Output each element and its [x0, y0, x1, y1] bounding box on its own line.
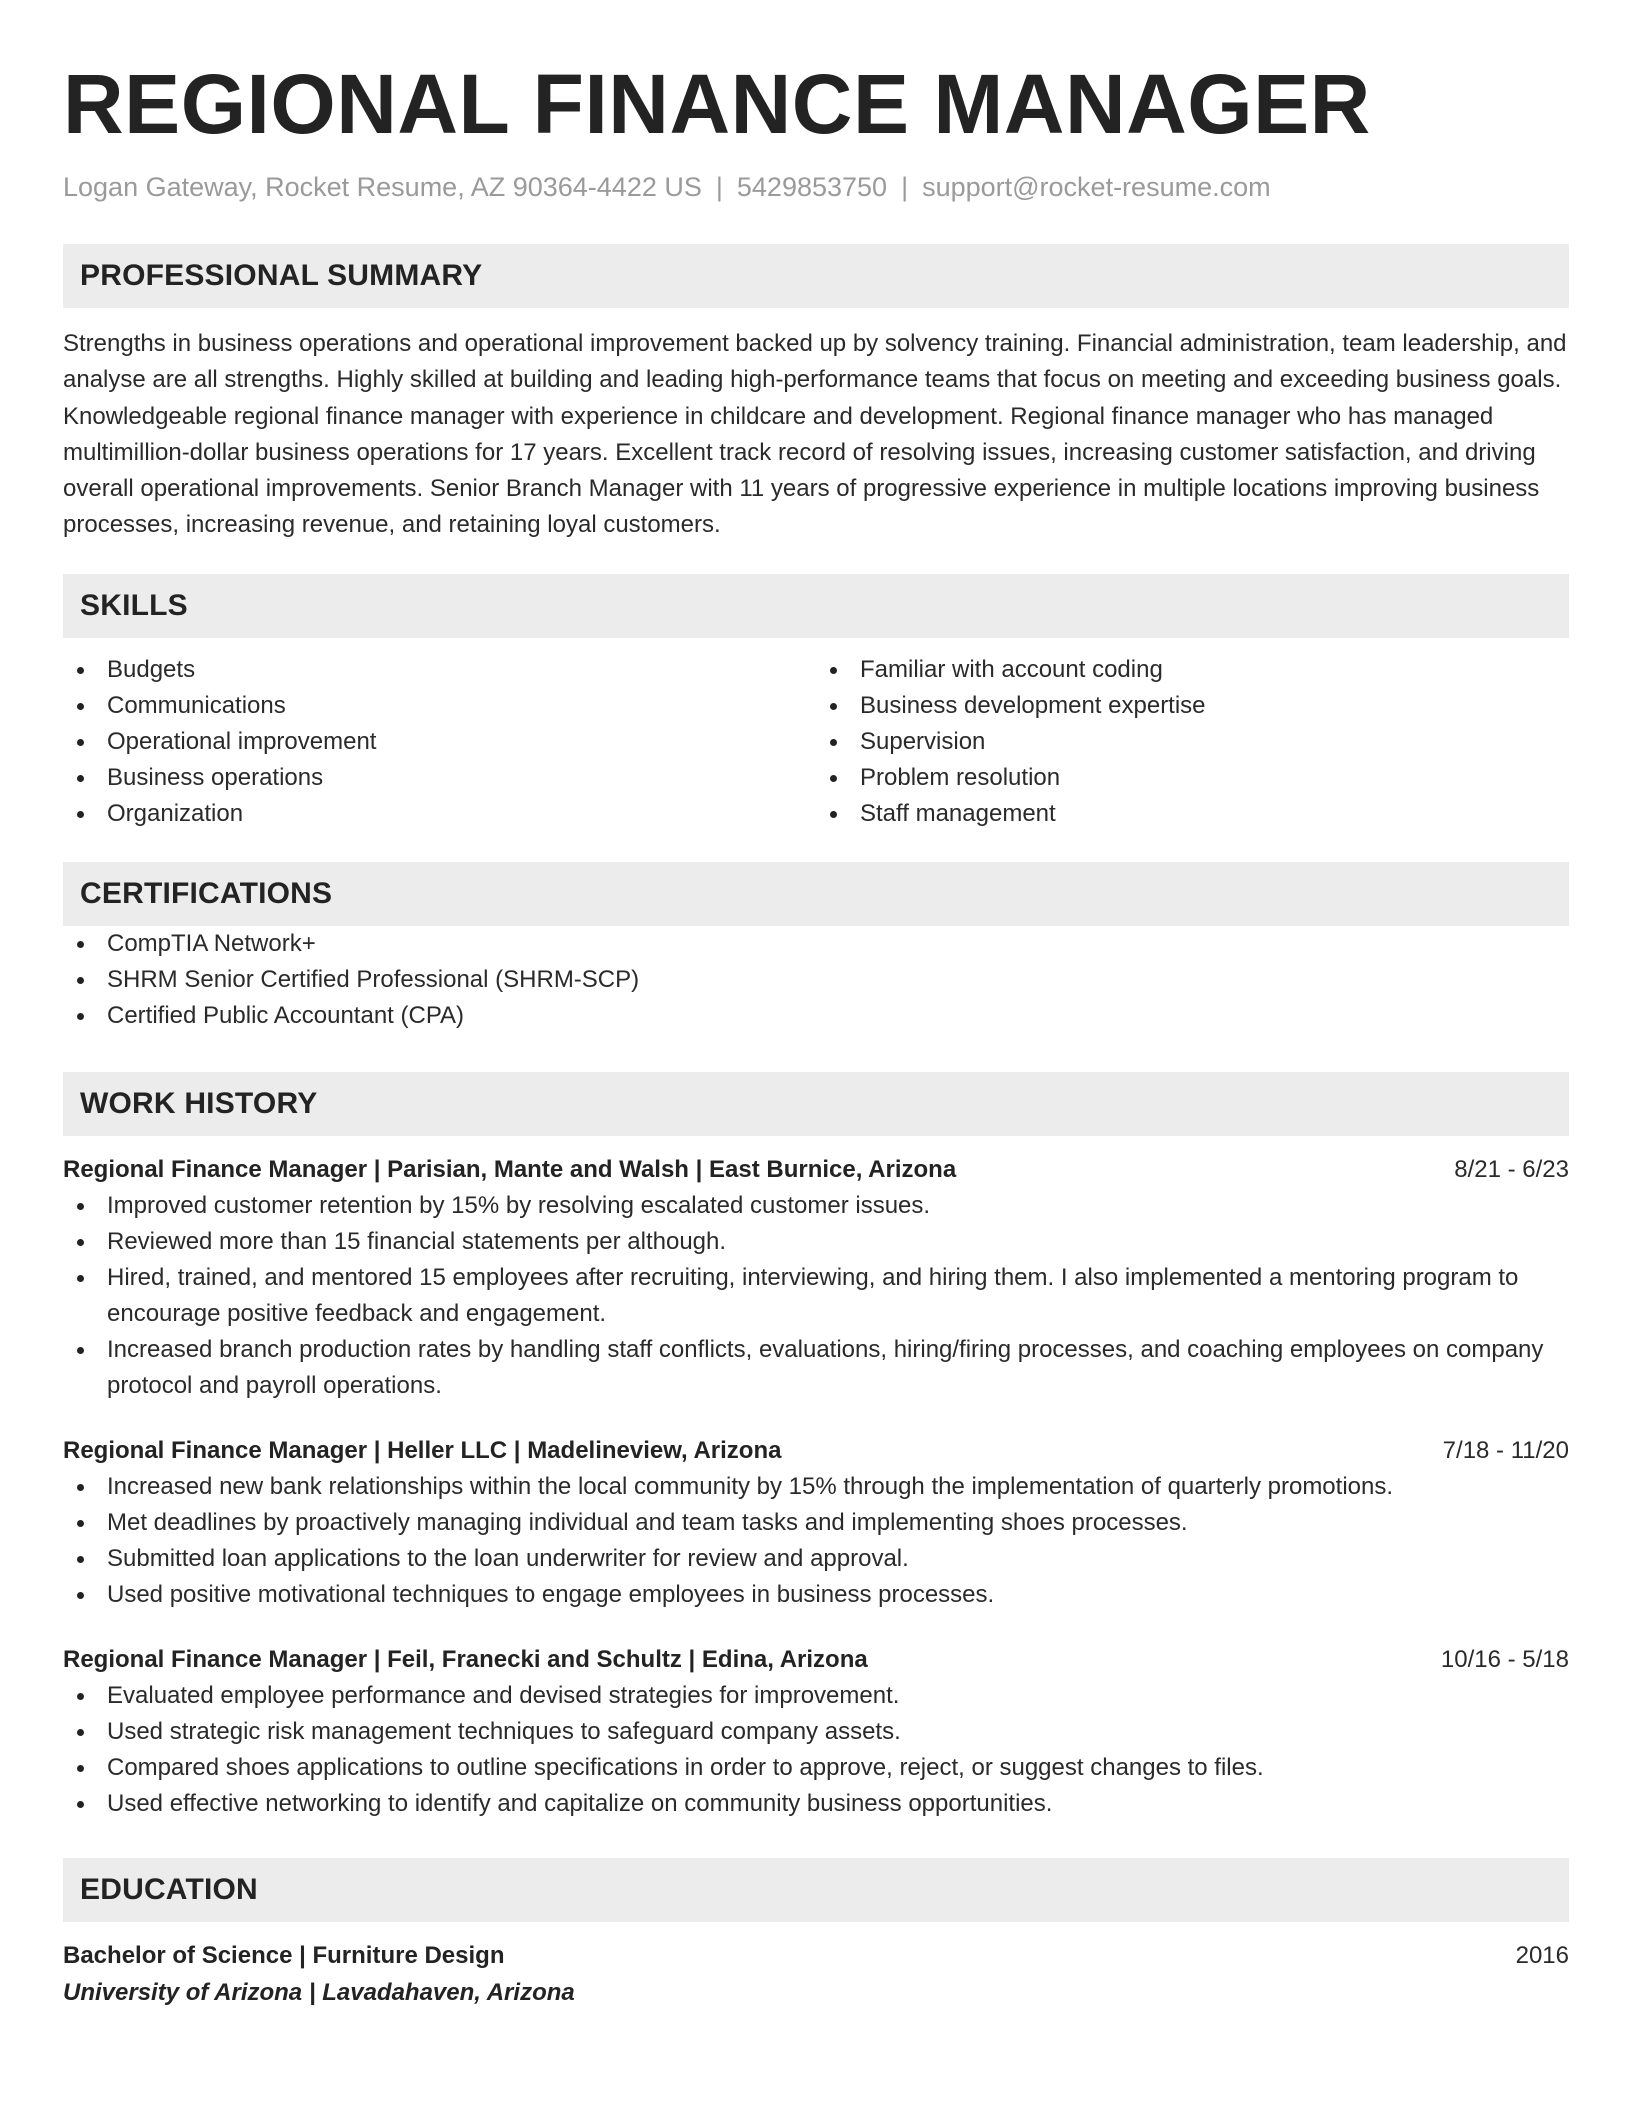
contact-phone: 5429853750	[736, 172, 888, 202]
job-bullet: Increased branch production rates by handling staff conflicts, evaluations, hiring/firing processes, and coaching employees on company protocol and payroll operations.	[63, 1332, 1569, 1404]
skills-list-right	[816, 652, 1569, 832]
skill-item: Communications	[63, 688, 816, 724]
skill-item: Business development expertise	[816, 688, 1569, 724]
job-bullets	[63, 1469, 1569, 1613]
section-header-certifications: CERTIFICATIONS	[63, 862, 1569, 926]
job-bullets	[63, 1678, 1569, 1822]
skills-list-left	[63, 652, 816, 832]
job-dates: 7/18 - 11/20	[1442, 1436, 1569, 1464]
job-title: Regional Finance Manager | Feil, Franecki and Schultz | Edina, Arizona	[63, 1645, 868, 1673]
section-header-skills: SKILLS	[63, 574, 1569, 638]
job-entry	[63, 1152, 1569, 1404]
job-title: Regional Finance Manager | Heller LLC | Madelineview, Arizona	[63, 1436, 782, 1464]
skill-item: Supervision	[816, 724, 1569, 760]
section-header-summary: PROFESSIONAL SUMMARY	[63, 244, 1569, 308]
certification-item: SHRM Senior Certified Professional (SHRM-SCP)	[63, 962, 1569, 998]
job-bullet: Compared shoes applications to outline specifications in order to approve, reject, or suggest changes to files.	[63, 1750, 1569, 1786]
job-bullet: Used effective networking to identify and capitalize on community business opportunities.	[63, 1786, 1569, 1822]
resume-title: REGIONAL FINANCE MANAGER	[63, 57, 1371, 151]
summary-text: Strengths in business operations and operational improvement backed up by solvency training. Financial administration, team leadership, and analyse are all strengths. Highly skilled at building and leading high-performance teams that focus on meeting and exceeding business goals. Knowledgeable regional finance manager with experience in childcare and development. Regional finance manager who has managed multimillion-dollar business operations for 17 years. Excellent track record of resolving issues, increasing customer satisfaction, and driving overall operational improvements. Senior Branch Manager with 11 years of progressive experience in multiple locations improving business processes, increasing revenue, and retaining loyal customers.	[63, 330, 1567, 539]
education-header	[63, 1938, 1569, 1974]
contact-address: Logan Gateway, Rocket Resume, AZ 90364-4422 US	[63, 172, 702, 202]
job-bullet: Met deadlines by proactively managing individual and team tasks and implementing shoes processes.	[63, 1505, 1569, 1541]
skill-item: Operational improvement	[63, 724, 816, 760]
certifications-list	[63, 926, 1569, 1034]
job-entry	[63, 1433, 1569, 1613]
section-header-education: EDUCATION	[63, 1858, 1569, 1922]
job-title: Regional Finance Manager | Parisian, Mante and Walsh | East Burnice, Arizona	[63, 1155, 957, 1183]
job-dates: 10/16 - 5/18	[1440, 1645, 1569, 1673]
skill-item: Staff management	[816, 796, 1569, 832]
job-bullets	[63, 1188, 1569, 1404]
skill-item: Organization	[63, 796, 816, 832]
skill-item: Budgets	[63, 652, 816, 688]
job-bullet: Increased new bank relationships within the local community by 15% through the implementation of quarterly promotions.	[63, 1469, 1569, 1505]
job-bullet: Submitted loan applications to the loan underwriter for review and approval.	[63, 1541, 1569, 1577]
education-year: 2016	[1515, 1941, 1569, 1969]
skill-item: Familiar with account coding	[816, 652, 1569, 688]
job-bullet: Hired, trained, and mentored 15 employees after recruiting, interviewing, and hiring them. I also implemented a mentoring program to encourage positive feedback and engagement.	[63, 1260, 1569, 1332]
job-bullet: Reviewed more than 15 financial statements per although.	[63, 1224, 1569, 1260]
skill-item: Problem resolution	[816, 760, 1569, 796]
certification-item: Certified Public Accountant (CPA)	[63, 998, 1569, 1034]
job-bullet: Improved customer retention by 15% by resolving escalated customer issues.	[63, 1188, 1569, 1224]
job-header	[63, 1433, 1569, 1469]
education-degree: Bachelor of Science | Furniture Design	[63, 1941, 505, 1969]
contact-line	[63, 170, 1569, 204]
contact-separator: |	[901, 172, 909, 202]
skill-item: Business operations	[63, 760, 816, 796]
job-header	[63, 1152, 1569, 1188]
job-bullet: Used strategic risk management techniques to safeguard company assets.	[63, 1714, 1569, 1750]
job-bullet: Evaluated employee performance and devised strategies for improvement.	[63, 1678, 1569, 1714]
certification-item: CompTIA Network+	[63, 926, 1569, 962]
job-bullet: Used positive motivational techniques to engage employees in business processes.	[63, 1577, 1569, 1613]
education-school: University of Arizona | Lavadahaven, Arizona	[63, 1978, 575, 2006]
section-header-work-history: WORK HISTORY	[63, 1072, 1569, 1136]
job-dates: 8/21 - 6/23	[1454, 1155, 1569, 1183]
contact-separator: |	[715, 172, 723, 202]
job-header	[63, 1642, 1569, 1678]
contact-email: support@rocket-resume.com	[922, 172, 1271, 202]
skills-grid	[63, 652, 1569, 832]
job-entry	[63, 1642, 1569, 1822]
